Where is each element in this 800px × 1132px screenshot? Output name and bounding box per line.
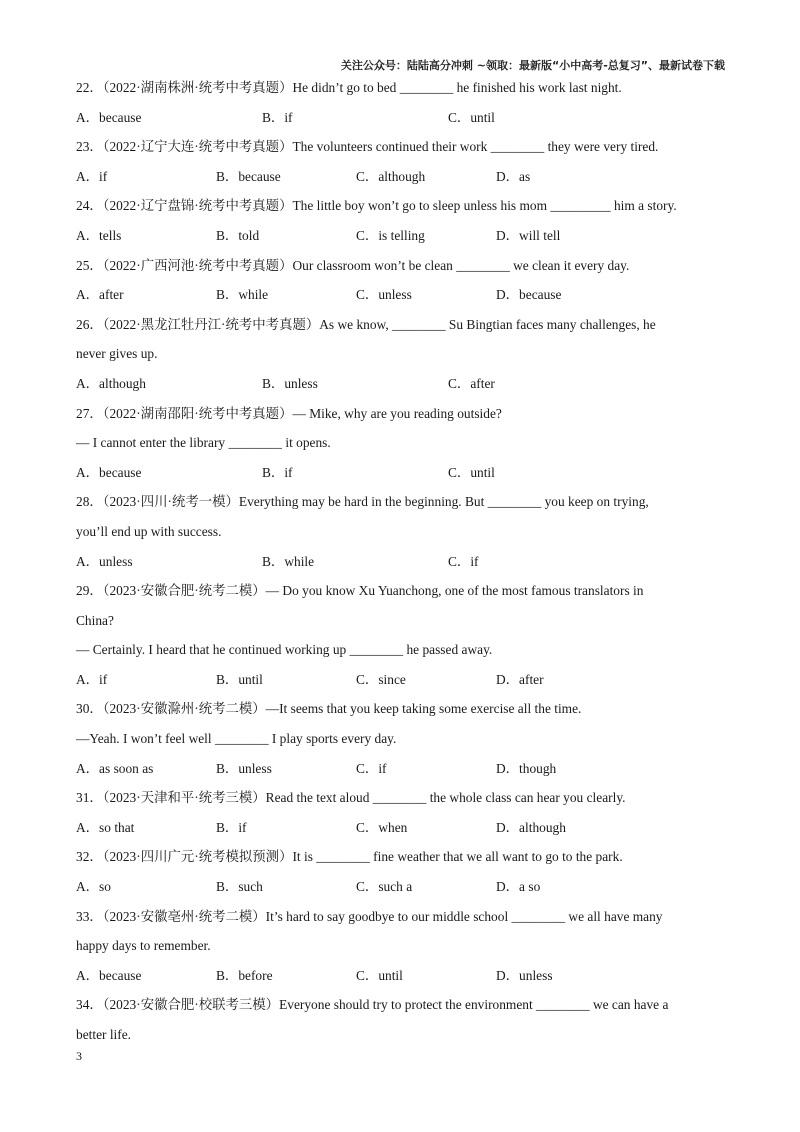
answer-option: A．so that <box>76 819 135 835</box>
answer-option: D．as <box>496 168 531 184</box>
answer-option: C．is telling <box>356 227 425 243</box>
answer-options <box>76 549 726 579</box>
answer-option: C．unless <box>356 287 412 303</box>
question-stem: 31．（2023·天津和平·统考三模）Read the text aloud ________ the whole class can hear you clearly. <box>76 790 626 806</box>
question-stem-continued: better life. <box>76 1027 132 1042</box>
question-item <box>76 489 726 578</box>
answer-options <box>76 371 726 401</box>
answer-option: D．a so <box>496 879 541 895</box>
answer-option: B．such <box>216 879 263 895</box>
page-number: 3 <box>76 1049 82 1063</box>
answer-option: B．told <box>216 227 260 243</box>
page-header: 关注公众号：陆陆高分冲刺 ~领取：最新版“小中高考-总复习”、最新试卷下载 <box>340 59 725 72</box>
answer-option: C．although <box>356 168 426 184</box>
answer-option: A．because <box>76 967 142 983</box>
answer-option: A．because <box>76 109 142 125</box>
answer-options <box>76 164 726 194</box>
question-stem: 34．（2023·安徽合肥·校联考三模）Everyone should try to protect the environment ________ we can have a <box>76 997 669 1013</box>
answer-options <box>76 815 726 845</box>
question-stem: 24．（2022·辽宁盘锦·统考中考真题）The little boy won’t go to sleep unless his mom _________ him a story. <box>76 198 677 214</box>
answer-options <box>76 667 726 697</box>
answer-option: A．if <box>76 168 108 184</box>
question-stem-continued: — Certainly. I heard that he continued working up ________ he passed away. <box>76 642 493 658</box>
answer-options <box>76 223 726 253</box>
question-item <box>76 312 726 401</box>
answer-options <box>76 874 726 904</box>
question-list <box>76 75 726 1052</box>
question-stem: 26．（2022·黑龙江牡丹江·统考中考真题）As we know, ________ Su Bingtian faces many challenges, he <box>76 316 656 332</box>
question-item <box>76 785 726 844</box>
answer-option: D．though <box>496 760 557 776</box>
answer-option: D．although <box>496 819 566 835</box>
answer-option: B．before <box>216 967 273 983</box>
question-stem-continued: — I cannot enter the library ________ it opens. <box>76 435 331 451</box>
answer-option: C．such a <box>356 879 413 895</box>
answer-option: C．if <box>356 760 387 776</box>
answer-option: C．until <box>448 464 495 480</box>
question-item <box>76 696 726 785</box>
question-stem: 22．（2022·湖南株洲·统考中考真题）He didn’t go to bed ________ he finished his work last night. <box>76 80 622 95</box>
answer-option: B．unless <box>216 760 272 776</box>
question-item <box>76 992 726 1051</box>
question-stem: 28．（2023·四川·统考一模）Everything may be hard in the beginning. But ________ you keep on trying, <box>76 494 649 510</box>
answer-option: C．if <box>448 553 479 569</box>
question-item <box>76 904 726 993</box>
question-stem: 33．（2023·安徽亳州·统考二模）It’s hard to say goodbye to our middle school ________ we all have many <box>76 908 663 924</box>
question-stem: 29．（2023·安徽合肥·统考二模）— Do you know Xu Yuanchong, one of the most famous translators in <box>76 583 644 599</box>
answer-option: D．unless <box>496 967 553 983</box>
answer-option: C．since <box>356 671 406 687</box>
question-stem: 32．（2023·四川广元·统考模拟预测）It is ________ fine weather that we all want to go to the park. <box>76 849 623 865</box>
question-stem: 23．（2022·辽宁大连·统考中考真题）The volunteers continued their work ________ they were very tired. <box>76 139 659 155</box>
answer-option: B．if <box>216 819 247 835</box>
question-stem: 30．（2023·安徽滁州·统考二模）—It seems that you keep taking some exercise all the time. <box>76 701 582 717</box>
answer-option: C．after <box>448 375 495 391</box>
answer-option: A．as soon as <box>76 760 154 776</box>
question-stem: 25．（2022·广西河池·统考中考真题）Our classroom won’t be clean ________ we clean it every day. <box>76 257 630 273</box>
question-item <box>76 253 726 312</box>
question-item <box>76 844 726 903</box>
answer-option: B．if <box>262 464 293 480</box>
answer-option: B．until <box>216 671 263 687</box>
question-item <box>76 134 726 193</box>
question-stem-continued: China? <box>76 612 114 628</box>
answer-option: B．unless <box>262 375 318 391</box>
answer-option: A．if <box>76 671 108 687</box>
question-stem-continued: never gives up. <box>76 346 158 362</box>
question-stem: 27．（2022·湖南邵阳·统考中考真题）— Mike, why are you reading outside? <box>76 405 502 421</box>
answer-option: C．until <box>448 109 495 125</box>
answer-option: D．because <box>496 287 562 303</box>
answer-option: B．if <box>262 109 293 125</box>
answer-option: D．after <box>496 671 544 687</box>
answer-option: A．after <box>76 287 124 303</box>
answer-option: B．while <box>262 553 315 569</box>
answer-options <box>76 963 726 993</box>
answer-option: A．so <box>76 879 111 895</box>
answer-option: A．because <box>76 464 142 480</box>
answer-option: B．while <box>216 287 269 303</box>
answer-options <box>76 756 726 786</box>
answer-option: C．until <box>356 967 403 983</box>
answer-option: D．will tell <box>496 227 561 243</box>
answer-options <box>76 282 726 312</box>
answer-option: A．tells <box>76 227 122 243</box>
question-stem-continued: happy days to remember. <box>76 938 211 954</box>
answer-options <box>76 105 726 135</box>
answer-option: A．although <box>76 375 146 391</box>
question-item <box>76 578 726 696</box>
question-stem-continued: —Yeah. I won’t feel well ________ I play sports every day. <box>76 731 397 747</box>
question-item <box>76 401 726 490</box>
answer-option: B．because <box>216 168 281 184</box>
question-stem-continued: you’ll end up with success. <box>76 523 222 539</box>
answer-options <box>76 460 726 490</box>
question-item <box>76 75 726 134</box>
answer-option: A．unless <box>76 553 133 569</box>
answer-option: C．when <box>356 819 408 835</box>
question-item <box>76 193 726 252</box>
